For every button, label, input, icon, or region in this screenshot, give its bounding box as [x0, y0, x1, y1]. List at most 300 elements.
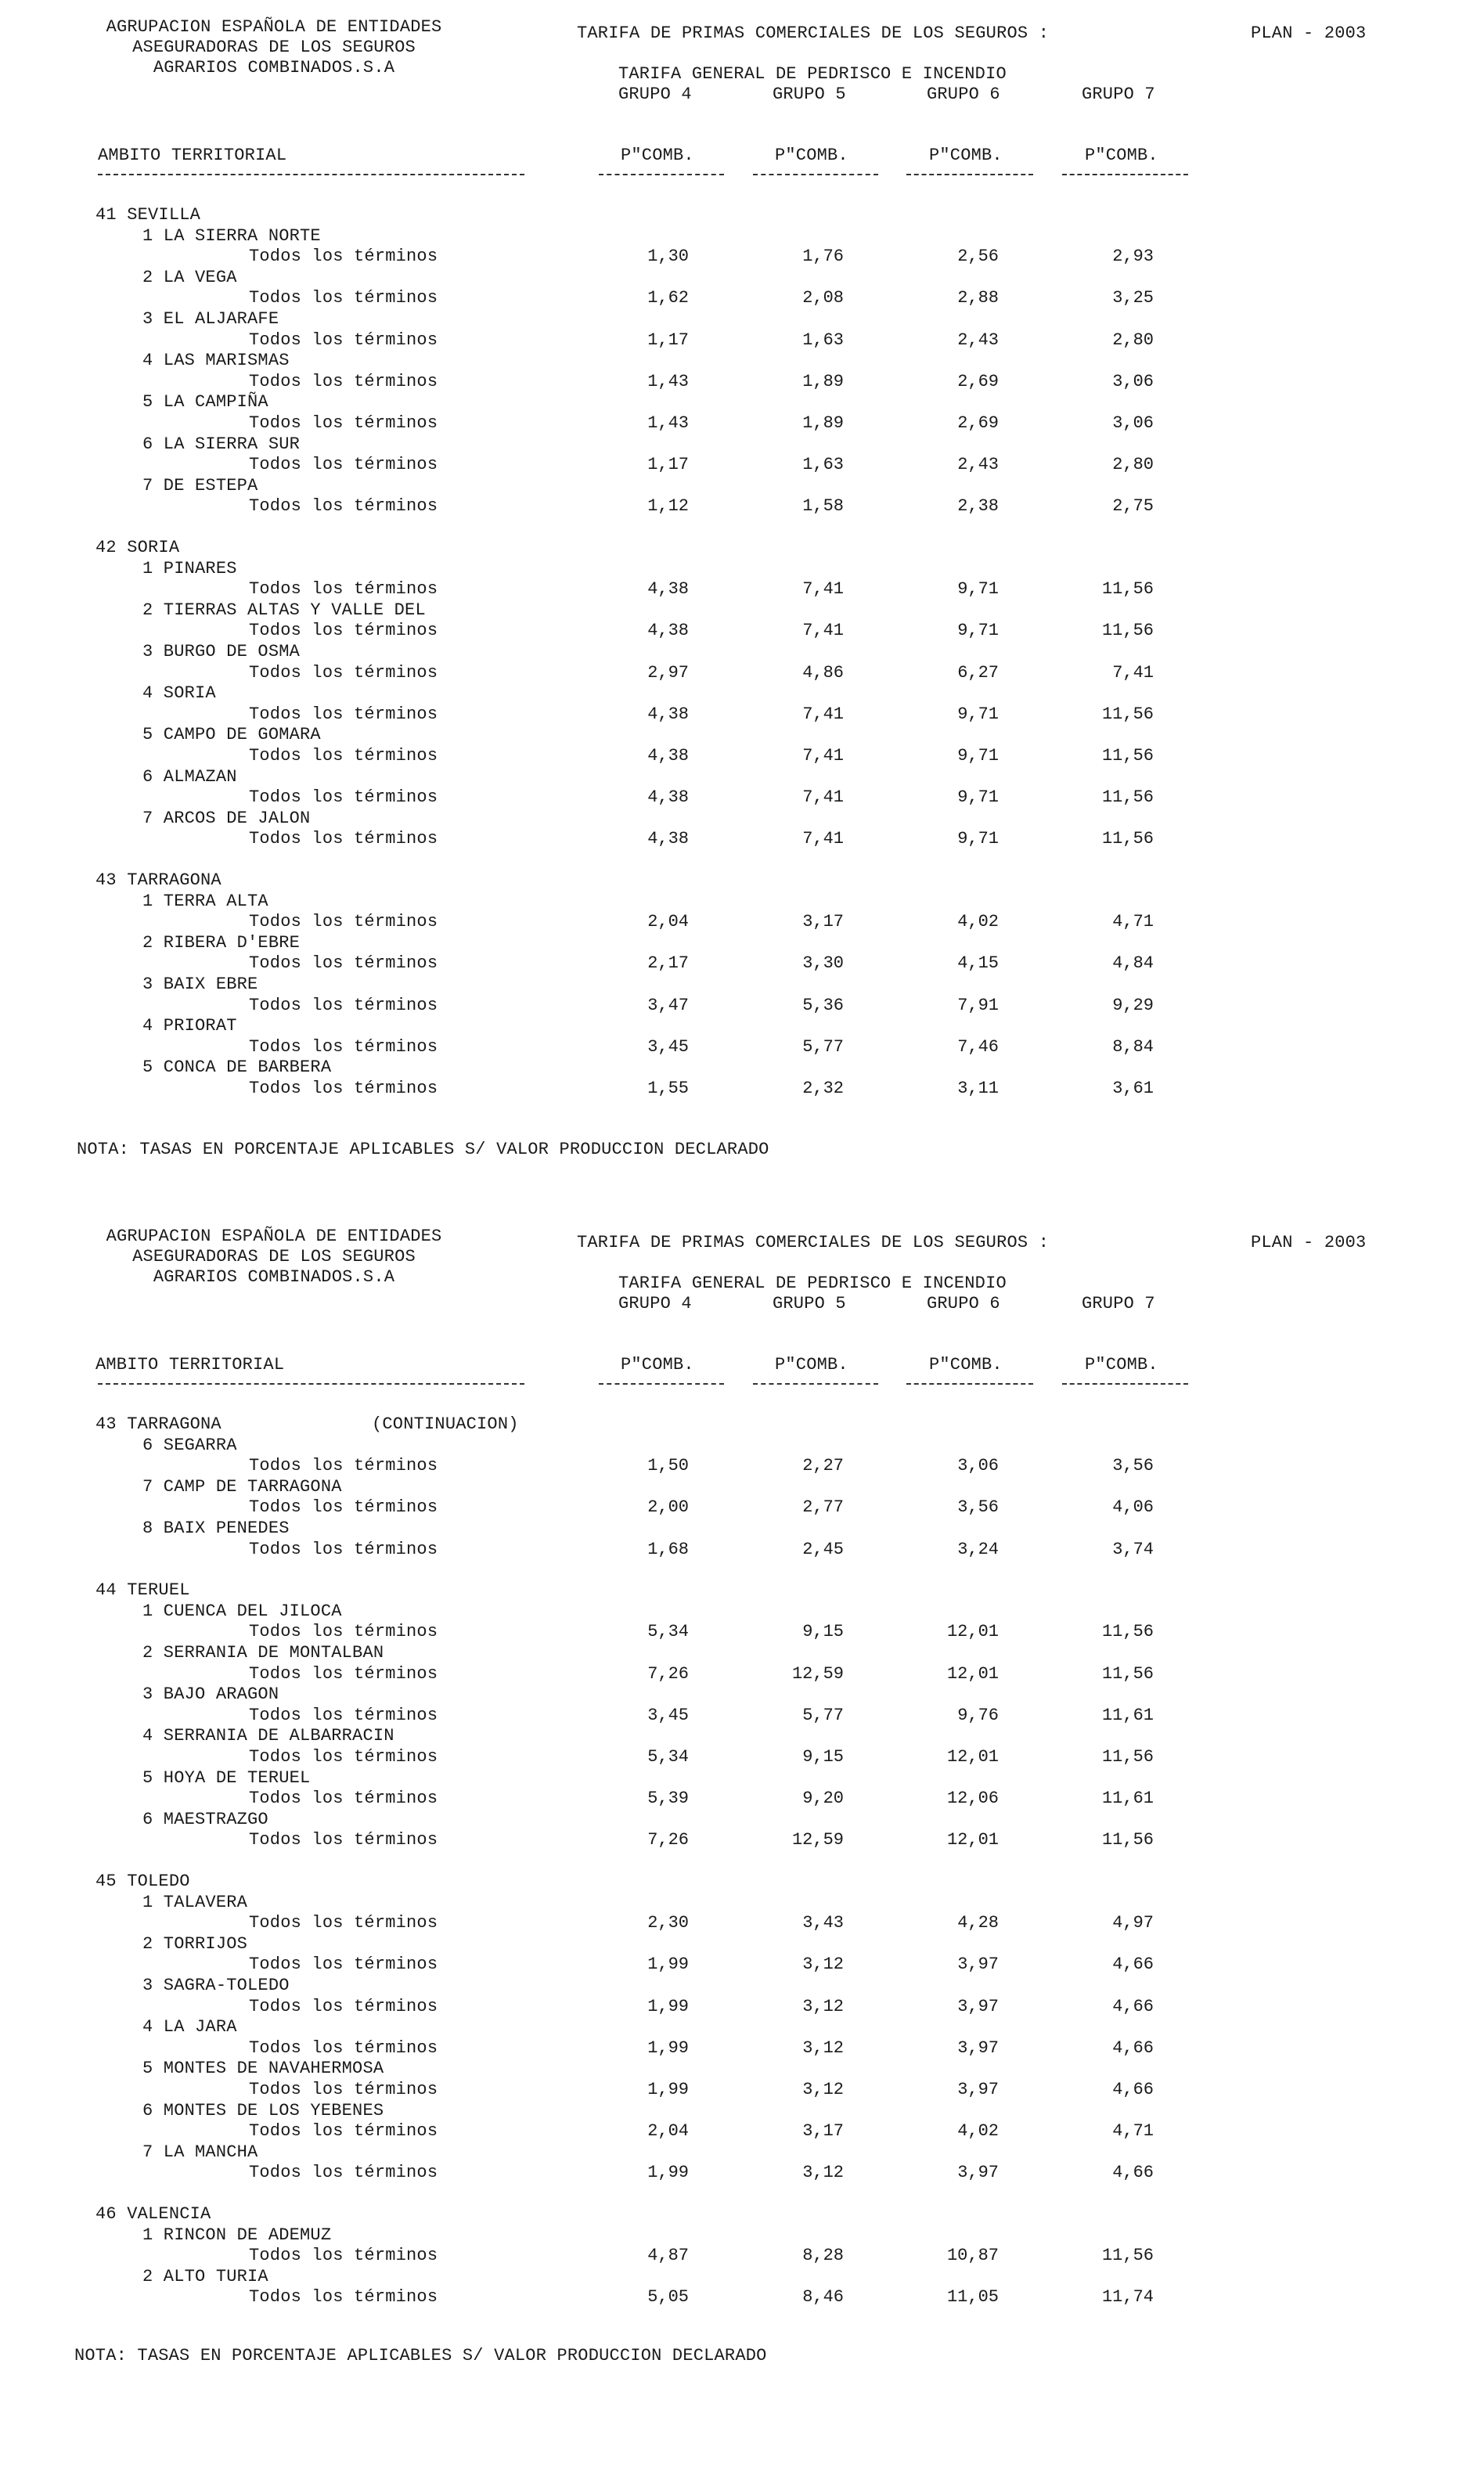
- rate-grupo-6: 9,71: [957, 787, 999, 808]
- term-label: Todos los términos: [249, 1830, 438, 1850]
- table-row: [0, 413, 1484, 434]
- rate-grupo-4: 1,17: [647, 330, 689, 350]
- continuation-label: (CONTINUACION): [372, 1414, 519, 1434]
- rate-grupo-7: 3,56: [1112, 1456, 1154, 1476]
- term-label: Todos los términos: [249, 1663, 438, 1684]
- rate-grupo-5: 4,86: [802, 662, 844, 683]
- table-row: [0, 1497, 1484, 1518]
- rate-grupo-7: 4,06: [1112, 1497, 1154, 1518]
- table-row: [0, 288, 1484, 308]
- table-row: [0, 372, 1484, 392]
- rate-grupo-5: 9,20: [802, 1789, 844, 1809]
- term-label: Todos los términos: [249, 621, 438, 641]
- header-divider-col-4: [599, 1383, 724, 1385]
- comarca-name: 2 LA VEGA: [142, 267, 237, 287]
- rate-grupo-5: 12,59: [791, 1830, 844, 1850]
- rate-grupo-4: 1,30: [647, 247, 689, 267]
- table-row: [0, 2246, 1484, 2266]
- rate-grupo-4: 1,99: [647, 1996, 689, 2016]
- rate-grupo-6: 4,02: [957, 912, 999, 932]
- rate-grupo-6: 7,46: [957, 1036, 999, 1057]
- rate-grupo-7: 4,84: [1112, 953, 1154, 974]
- table-row: [0, 2121, 1484, 2142]
- rate-grupo-7: 11,56: [1101, 1830, 1154, 1850]
- header-divider-col-7: [1062, 174, 1188, 175]
- term-label: Todos los términos: [249, 1996, 438, 2016]
- rate-grupo-5: 3,43: [802, 1913, 844, 1933]
- comarca-name: 3 SAGRA-TOLEDO: [142, 1976, 290, 1995]
- group-header-5: GRUPO 5: [773, 1294, 846, 1313]
- comarca-name: 7 LA MANCHA: [142, 2142, 258, 2162]
- rate-grupo-6: 12,01: [946, 1747, 999, 1767]
- rate-grupo-4: 2,04: [647, 2121, 689, 2142]
- rate-grupo-7: 11,74: [1101, 2287, 1154, 2308]
- term-label: Todos los términos: [249, 2163, 438, 2183]
- rate-grupo-7: 4,66: [1112, 1996, 1154, 2016]
- group-header-6: GRUPO 6: [927, 1294, 1000, 1313]
- rate-grupo-6: 3,24: [957, 1539, 999, 1559]
- rate-grupo-7: 11,56: [1101, 621, 1154, 641]
- header-divider-scope: [98, 174, 524, 175]
- rate-grupo-5: 2,08: [802, 288, 844, 308]
- table-row: [0, 1913, 1484, 1933]
- table-row: [0, 746, 1484, 766]
- rate-grupo-6: 12,01: [946, 1622, 999, 1642]
- comarca-name: 2 ALTO TURIA: [142, 2266, 268, 2286]
- comarca-name: 1 CUENCA DEL JILOCA: [142, 1601, 342, 1621]
- comarca-name: 4 LAS MARISMAS: [142, 351, 290, 371]
- rate-grupo-5: 9,15: [802, 1622, 844, 1642]
- rate-grupo-7: 11,61: [1101, 1705, 1154, 1725]
- rate-grupo-4: 1,12: [647, 496, 689, 517]
- org-name-line-2: ASEGURADORAS DE LOS SEGUROS: [132, 1247, 416, 1266]
- term-label: Todos los términos: [249, 829, 438, 849]
- term-label: Todos los términos: [249, 2080, 438, 2099]
- group-header-4: GRUPO 4: [618, 85, 692, 104]
- term-label: Todos los términos: [249, 1913, 438, 1933]
- header-divider-col-6: [906, 174, 1033, 175]
- table-row: [0, 829, 1484, 849]
- rate-grupo-4: 1,43: [647, 371, 689, 391]
- rate-grupo-6: 11,05: [946, 2287, 999, 2308]
- rate-grupo-6: 3,97: [957, 2163, 999, 2183]
- rate-grupo-4: 5,34: [647, 1622, 689, 1642]
- tariff-subtitle: TARIFA GENERAL DE PEDRISCO E INCENDIO: [618, 1274, 1007, 1293]
- rate-grupo-7: 7,41: [1112, 662, 1154, 683]
- table-row: [0, 2163, 1484, 2183]
- org-name-line-3: AGRARIOS COMBINADOS.S.A: [153, 1267, 395, 1287]
- table-row: [0, 1789, 1484, 1809]
- comarca-name: 1 PINARES: [142, 558, 237, 578]
- rate-grupo-6: 3,56: [957, 1497, 999, 1518]
- plan-year: PLAN - 2003: [1251, 1233, 1367, 1252]
- column-header-pcomb-7: P"COMB.: [1085, 146, 1158, 165]
- rate-grupo-4: 1,43: [647, 413, 689, 433]
- rate-grupo-7: 2,80: [1112, 330, 1154, 350]
- table-row: [0, 953, 1484, 974]
- table-row: [0, 496, 1484, 517]
- table-row: [0, 1622, 1484, 1642]
- org-name-line-1: AGRUPACION ESPAÑOLA DE ENTIDADES: [106, 1227, 442, 1246]
- comarca-name: 6 MAESTRAZGO: [142, 1809, 268, 1829]
- rate-grupo-4: 1,99: [647, 1955, 689, 1975]
- comarca-name: 5 HOYA DE TERUEL: [142, 1767, 311, 1788]
- table-row: [0, 704, 1484, 725]
- rate-grupo-6: 4,28: [957, 1913, 999, 1933]
- term-label: Todos los términos: [249, 953, 438, 974]
- table-row: [0, 912, 1484, 932]
- rate-grupo-4: 2,04: [647, 912, 689, 932]
- rate-grupo-7: 2,93: [1112, 247, 1154, 267]
- term-label: Todos los términos: [249, 455, 438, 475]
- header-divider-col-6: [906, 1383, 1033, 1385]
- table-row: [0, 1747, 1484, 1767]
- rate-grupo-4: 4,38: [647, 746, 689, 766]
- rate-grupo-4: 1,99: [647, 2163, 689, 2183]
- rate-grupo-7: 3,06: [1112, 413, 1154, 433]
- table-row: [0, 579, 1484, 600]
- header-divider-col-5: [753, 174, 878, 175]
- rate-grupo-7: 11,61: [1101, 1789, 1154, 1809]
- rate-grupo-4: 7,26: [647, 1663, 689, 1684]
- document-title: TARIFA DE PRIMAS COMERCIALES DE LOS SEGUROS :: [577, 1233, 1050, 1252]
- rate-grupo-6: 2,88: [957, 288, 999, 308]
- table-row: [0, 2080, 1484, 2100]
- rate-grupo-7: 11,56: [1101, 2246, 1154, 2266]
- rate-grupo-7: 3,25: [1112, 288, 1154, 308]
- column-header-pcomb-4: P"COMB.: [621, 146, 694, 165]
- term-label: Todos los términos: [249, 1539, 438, 1559]
- comarca-name: 7 ARCOS DE JALON: [142, 808, 311, 828]
- comarca-name: 1 LA SIERRA NORTE: [142, 225, 321, 246]
- column-header-pcomb-7: P"COMB.: [1085, 1355, 1158, 1375]
- rate-grupo-6: 9,76: [957, 1705, 999, 1725]
- rate-grupo-5: 1,63: [802, 330, 844, 350]
- rate-grupo-5: 7,41: [802, 579, 844, 600]
- rate-grupo-6: 3,11: [957, 1079, 999, 1098]
- rate-grupo-6: 12,01: [946, 1663, 999, 1684]
- header-divider-col-5: [753, 1383, 878, 1385]
- rate-grupo-4: 2,97: [647, 662, 689, 683]
- rate-grupo-7: 11,56: [1101, 787, 1154, 808]
- rate-grupo-4: 1,99: [647, 2037, 689, 2058]
- term-label: Todos los términos: [249, 912, 438, 932]
- table-row: [0, 1706, 1484, 1726]
- rate-grupo-6: 3,97: [957, 2080, 999, 2099]
- term-label: Todos los términos: [249, 2246, 438, 2266]
- rate-grupo-5: 2,77: [802, 1497, 844, 1518]
- rate-grupo-4: 4,38: [647, 829, 689, 849]
- comarca-name: 3 EL ALJARAFE: [142, 309, 279, 329]
- rate-grupo-7: 8,84: [1112, 1036, 1154, 1057]
- term-label: Todos los términos: [249, 2037, 438, 2058]
- term-label: Todos los términos: [249, 1955, 438, 1975]
- rate-grupo-5: 5,77: [802, 1036, 844, 1057]
- rate-grupo-5: 5,77: [802, 1705, 844, 1725]
- rate-grupo-7: 4,97: [1112, 1913, 1154, 1933]
- province-heading: 41 SEVILLA: [95, 205, 201, 225]
- table-row: [0, 1997, 1484, 2017]
- rate-grupo-4: 3,45: [647, 1036, 689, 1057]
- table-row: [0, 621, 1484, 641]
- table-row: [0, 1079, 1484, 1099]
- rate-grupo-5: 3,12: [802, 2080, 844, 2099]
- column-header-pcomb-4: P"COMB.: [621, 1355, 694, 1375]
- rate-grupo-7: 9,29: [1112, 995, 1154, 1015]
- comarca-name: 7 CAMP DE TARRAGONA: [142, 1476, 342, 1497]
- table-row: [0, 1955, 1484, 1975]
- rate-grupo-4: 1,68: [647, 1539, 689, 1559]
- group-header-4: GRUPO 4: [618, 1294, 692, 1313]
- comarca-name: 6 SEGARRA: [142, 1435, 237, 1455]
- rate-grupo-5: 8,28: [802, 2246, 844, 2266]
- rate-grupo-6: 2,69: [957, 413, 999, 433]
- comarca-name: 3 BURGO DE OSMA: [142, 642, 301, 661]
- comarca-name: 4 SORIA: [142, 683, 216, 704]
- comarca-name: 1 RINCON DE ADEMUZ: [142, 2225, 332, 2245]
- table-row: [0, 1540, 1484, 1560]
- comarca-name: 6 ALMAZAN: [142, 766, 237, 787]
- rate-grupo-5: 7,41: [802, 746, 844, 766]
- column-header-pcomb-5: P"COMB.: [775, 1355, 848, 1375]
- term-label: Todos los términos: [249, 2287, 438, 2308]
- rate-grupo-6: 2,56: [957, 247, 999, 267]
- table-row: [0, 2038, 1484, 2059]
- rate-grupo-5: 1,76: [802, 247, 844, 267]
- rate-grupo-6: 4,02: [957, 2121, 999, 2142]
- comarca-name: 1 TERRA ALTA: [142, 891, 268, 911]
- comarca-name: 2 TIERRAS ALTAS Y VALLE DEL: [142, 600, 426, 620]
- province-heading: 43 TARRAGONA: [95, 1414, 222, 1434]
- rate-grupo-7: 11,56: [1101, 829, 1154, 849]
- table-row: [0, 787, 1484, 808]
- org-name-line-1: AGRUPACION ESPAÑOLA DE ENTIDADES: [106, 17, 442, 37]
- rate-grupo-4: 2,30: [647, 1913, 689, 1933]
- rate-grupo-4: 4,87: [647, 2246, 689, 2266]
- group-header-5: GRUPO 5: [773, 85, 846, 104]
- term-label: Todos los términos: [249, 662, 438, 683]
- rate-grupo-5: 3,12: [802, 1996, 844, 2016]
- comarca-name: 5 LA CAMPIÑA: [142, 392, 268, 413]
- rate-grupo-4: 5,34: [647, 1747, 689, 1767]
- rate-grupo-4: 1,62: [647, 288, 689, 308]
- comarca-name: 8 BAIX PENEDES: [142, 1519, 290, 1538]
- rate-grupo-5: 5,36: [802, 995, 844, 1015]
- rate-grupo-5: 7,41: [802, 787, 844, 808]
- table-row: [0, 247, 1484, 267]
- rate-grupo-6: 9,71: [957, 704, 999, 724]
- term-label: Todos los términos: [249, 413, 438, 433]
- term-label: Todos los términos: [249, 247, 438, 267]
- rate-grupo-7: 11,56: [1101, 1747, 1154, 1767]
- rate-grupo-5: 2,32: [802, 1079, 844, 1098]
- comarca-name: 7 DE ESTEPA: [142, 475, 258, 495]
- comarca-name: 5 CONCA DE BARBERA: [142, 1057, 332, 1078]
- rate-grupo-4: 1,50: [647, 1456, 689, 1476]
- rate-grupo-6: 7,91: [957, 995, 999, 1015]
- rate-grupo-5: 7,41: [802, 621, 844, 641]
- rate-grupo-4: 1,17: [647, 455, 689, 475]
- rate-grupo-7: 4,66: [1112, 2037, 1154, 2058]
- footnote: NOTA: TASAS EN PORCENTAJE APLICABLES S/ VALOR PRODUCCION DECLARADO: [77, 1140, 769, 1159]
- comarca-name: 2 TORRIJOS: [142, 1933, 248, 1954]
- rate-grupo-4: 1,99: [647, 2080, 689, 2099]
- rate-grupo-7: 11,56: [1101, 579, 1154, 600]
- rate-grupo-5: 9,15: [802, 1747, 844, 1767]
- document-title: TARIFA DE PRIMAS COMERCIALES DE LOS SEGUROS :: [577, 23, 1050, 43]
- column-header-pcomb-6: P"COMB.: [929, 1355, 1003, 1375]
- province-heading: 44 TERUEL: [95, 1580, 190, 1601]
- rate-grupo-7: 4,66: [1112, 1955, 1154, 1975]
- org-name-line-3: AGRARIOS COMBINADOS.S.A: [153, 58, 395, 77]
- table-row: [0, 1456, 1484, 1476]
- rate-grupo-4: 3,47: [647, 995, 689, 1015]
- group-header-6: GRUPO 6: [927, 85, 1000, 104]
- rate-grupo-6: 10,87: [946, 2246, 999, 2266]
- rate-grupo-4: 7,26: [647, 1830, 689, 1850]
- rate-grupo-6: 3,97: [957, 1955, 999, 1975]
- table-row: [0, 1664, 1484, 1684]
- term-label: Todos los términos: [249, 330, 438, 350]
- column-header-pcomb-5: P"COMB.: [775, 146, 848, 165]
- term-label: Todos los términos: [249, 496, 438, 517]
- rate-grupo-6: 2,43: [957, 455, 999, 475]
- rate-grupo-5: 12,59: [791, 1663, 844, 1684]
- term-label: Todos los términos: [249, 787, 438, 808]
- term-label: Todos los términos: [249, 1036, 438, 1057]
- rate-grupo-4: 4,38: [647, 579, 689, 600]
- scope-column-header: AMBITO TERRITORIAL: [98, 146, 287, 165]
- rate-grupo-5: 3,12: [802, 2037, 844, 2058]
- plan-year: PLAN - 2003: [1251, 23, 1367, 43]
- rate-grupo-7: 4,66: [1112, 2163, 1154, 2183]
- rate-grupo-4: 2,00: [647, 1497, 689, 1518]
- rate-grupo-5: 3,17: [802, 912, 844, 932]
- footnote: NOTA: TASAS EN PORCENTAJE APLICABLES S/ VALOR PRODUCCION DECLARADO: [74, 2346, 767, 2365]
- rate-grupo-6: 12,01: [946, 1830, 999, 1850]
- group-header-7: GRUPO 7: [1082, 85, 1155, 104]
- rate-grupo-5: 7,41: [802, 829, 844, 849]
- term-label: Todos los términos: [249, 704, 438, 724]
- term-label: Todos los términos: [249, 1705, 438, 1725]
- rate-grupo-7: 11,56: [1101, 1663, 1154, 1684]
- column-header-pcomb-6: P"COMB.: [929, 146, 1003, 165]
- term-label: Todos los términos: [249, 1789, 438, 1809]
- rate-grupo-4: 1,55: [647, 1079, 689, 1098]
- rate-grupo-5: 7,41: [802, 704, 844, 724]
- term-label: Todos los términos: [249, 288, 438, 308]
- rate-grupo-6: 2,43: [957, 330, 999, 350]
- rate-grupo-4: 3,45: [647, 1705, 689, 1725]
- term-label: Todos los términos: [249, 1622, 438, 1642]
- rate-grupo-6: 2,38: [957, 496, 999, 517]
- header-divider-col-4: [599, 174, 724, 175]
- comarca-name: 2 SERRANIA DE MONTALBAN: [142, 1643, 384, 1663]
- rate-grupo-5: 3,12: [802, 2163, 844, 2183]
- province-heading: 42 SORIA: [95, 538, 180, 557]
- rate-grupo-5: 1,63: [802, 455, 844, 475]
- rate-grupo-6: 3,97: [957, 1996, 999, 2016]
- comarca-name: 5 CAMPO DE GOMARA: [142, 725, 321, 745]
- org-name-line-2: ASEGURADORAS DE LOS SEGUROS: [132, 38, 416, 57]
- header-divider-scope: [98, 1383, 524, 1385]
- header-divider-col-7: [1062, 1383, 1188, 1385]
- rate-grupo-6: 6,27: [957, 662, 999, 683]
- rate-grupo-6: 9,71: [957, 621, 999, 641]
- comarca-name: 2 RIBERA D'EBRE: [142, 932, 301, 953]
- comarca-name: 6 LA SIERRA SUR: [142, 434, 301, 454]
- comarca-name: 1 TALAVERA: [142, 1892, 248, 1912]
- rate-grupo-7: 4,71: [1112, 2121, 1154, 2142]
- province-heading: 46 VALENCIA: [95, 2204, 211, 2224]
- table-row: [0, 2287, 1484, 2308]
- rate-grupo-7: 3,74: [1112, 1539, 1154, 1559]
- rate-grupo-5: 8,46: [802, 2287, 844, 2308]
- tariff-subtitle: TARIFA GENERAL DE PEDRISCO E INCENDIO: [618, 64, 1007, 84]
- rate-grupo-4: 2,17: [647, 953, 689, 974]
- rate-grupo-5: 1,58: [802, 496, 844, 517]
- rate-grupo-7: 4,71: [1112, 912, 1154, 932]
- rate-grupo-7: 2,80: [1112, 455, 1154, 475]
- comarca-name: 4 PRIORAT: [142, 1016, 237, 1036]
- rate-grupo-7: 2,75: [1112, 496, 1154, 517]
- term-label: Todos los términos: [249, 371, 438, 391]
- rate-grupo-6: 3,97: [957, 2037, 999, 2058]
- scope-column-header: AMBITO TERRITORIAL: [95, 1355, 285, 1375]
- term-label: Todos los términos: [249, 2121, 438, 2142]
- term-label: Todos los términos: [249, 1079, 438, 1098]
- rate-grupo-6: 9,71: [957, 579, 999, 600]
- rate-grupo-6: 3,06: [957, 1456, 999, 1476]
- rate-grupo-5: 2,45: [802, 1539, 844, 1559]
- table-row: [0, 1830, 1484, 1850]
- term-label: Todos los términos: [249, 1456, 438, 1476]
- rate-grupo-6: 2,69: [957, 371, 999, 391]
- term-label: Todos los términos: [249, 1497, 438, 1518]
- term-label: Todos los términos: [249, 746, 438, 766]
- province-heading: 45 TOLEDO: [95, 1872, 190, 1891]
- comarca-name: 3 BAIX EBRE: [142, 975, 258, 994]
- rate-grupo-7: 11,56: [1101, 1622, 1154, 1642]
- group-header-7: GRUPO 7: [1082, 1294, 1155, 1313]
- rate-grupo-5: 3,17: [802, 2121, 844, 2142]
- rate-grupo-7: 3,61: [1112, 1079, 1154, 1098]
- rate-grupo-7: 11,56: [1101, 704, 1154, 724]
- comarca-name: 5 MONTES DE NAVAHERMOSA: [142, 2059, 384, 2079]
- rate-grupo-7: 11,56: [1101, 746, 1154, 766]
- rate-grupo-4: 4,38: [647, 621, 689, 641]
- rate-grupo-7: 4,66: [1112, 2080, 1154, 2099]
- rate-grupo-5: 1,89: [802, 371, 844, 391]
- rate-grupo-6: 9,71: [957, 829, 999, 849]
- table-row: [0, 330, 1484, 351]
- table-row: [0, 455, 1484, 475]
- rate-grupo-7: 3,06: [1112, 371, 1154, 391]
- rate-grupo-4: 4,38: [647, 787, 689, 808]
- term-label: Todos los términos: [249, 579, 438, 600]
- term-label: Todos los términos: [249, 1747, 438, 1767]
- comarca-name: 4 LA JARA: [142, 2017, 237, 2037]
- rate-grupo-6: 9,71: [957, 746, 999, 766]
- rate-grupo-6: 4,15: [957, 953, 999, 974]
- rate-grupo-5: 3,30: [802, 953, 844, 974]
- rate-grupo-6: 12,06: [946, 1789, 999, 1809]
- comarca-name: 6 MONTES DE LOS YEBENES: [142, 2100, 384, 2120]
- rate-grupo-5: 2,27: [802, 1456, 844, 1476]
- term-label: Todos los términos: [249, 995, 438, 1015]
- comarca-name: 4 SERRANIA DE ALBARRACIN: [142, 1726, 394, 1746]
- table-row: [0, 1037, 1484, 1057]
